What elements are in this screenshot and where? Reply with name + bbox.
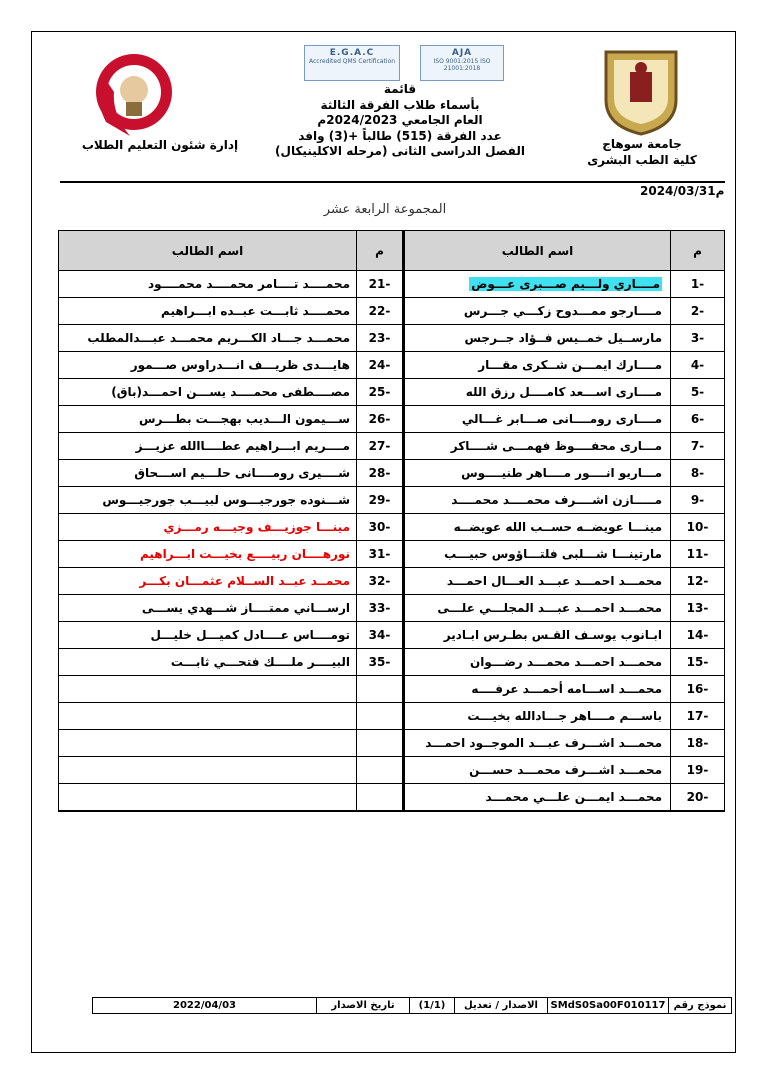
student-number-text: 20-: [686, 790, 709, 804]
student-name-text: محمـــد جـــاد الكـــريم محمـــد عبـــدالمطلب: [87, 331, 350, 345]
student-number-text: 5-: [690, 385, 705, 399]
university-name: [582, 136, 702, 168]
student-name: [404, 379, 670, 406]
student-number: [670, 595, 724, 622]
table-row: [59, 325, 724, 352]
admin-department: إدارة شئون التعليم الطلاب: [81, 138, 239, 152]
faculty-title: كلية الطب البشرى: [587, 153, 697, 167]
student-name: [59, 568, 356, 595]
student-name: [404, 757, 670, 784]
student-name: [404, 784, 670, 811]
student-name-text: محمـــد اشـــرف عبـــد الموجــود احمـــد: [425, 736, 662, 750]
student-number-text: 3-: [690, 331, 705, 345]
table-row: [59, 622, 724, 649]
student-count: عدد الفرقة (515) طالباً +(3) وافد: [298, 128, 502, 143]
table-row: [59, 487, 724, 514]
student-number-text: 25-: [368, 385, 391, 399]
student-name-text: مـــارى محفــــوظ فهمـــى شــــاكر: [450, 439, 662, 453]
student-number-text: 13-: [686, 601, 709, 615]
egac-accreditation-logo: E.G.A.C Accredited QMS Certification: [304, 45, 400, 81]
student-number-text: 9-: [690, 493, 705, 507]
student-number: [356, 514, 402, 541]
student-number: [356, 298, 402, 325]
student-name-text: محمـــد احمـــد عبـــد المجلـــي علـــى: [437, 601, 662, 615]
student-name-text: محمــــد تــــامر محمــــد محمــــود: [148, 277, 350, 291]
empty-cell: [59, 703, 356, 730]
student-number: [670, 460, 724, 487]
student-name: [59, 433, 356, 460]
student-number-text: 31-: [368, 547, 391, 561]
student-name-text: مارتينـــا شـــلبى فلتـــاؤوس حبيـــب: [444, 547, 662, 561]
student-name-text: محمـــد احمـــد عبـــد العـــال احمـــد: [446, 574, 662, 588]
student-name: [59, 649, 356, 676]
student-number-text: 28-: [368, 466, 391, 480]
header-name-left: اسم الطالب: [59, 231, 356, 271]
student-name-text: باســـم مــــاهر جـــادالله بخيـــت: [467, 709, 662, 723]
table-row: [59, 514, 724, 541]
student-number: [670, 703, 724, 730]
student-name-text: مــــارجو ممـــدوح زكـــي جـــرس: [463, 304, 662, 318]
document-heading: [260, 82, 540, 160]
table-row: [59, 595, 724, 622]
student-number-text: 23-: [368, 331, 391, 345]
student-number: [670, 325, 724, 352]
student-number-text: 27-: [368, 439, 391, 453]
student-number: [670, 568, 724, 595]
student-name: [404, 676, 670, 703]
faculty-logo: [72, 44, 184, 144]
student-number-text: 11-: [686, 547, 709, 561]
student-number-text: 32-: [368, 574, 391, 588]
student-number: [670, 271, 724, 298]
empty-cell: [356, 730, 402, 757]
student-name: [404, 703, 670, 730]
student-number-text: 12-: [686, 574, 709, 588]
student-number: [670, 730, 724, 757]
semester: الفصل الدراسى الثانى (مرحله الاكلينيكال): [275, 144, 525, 158]
header-divider: [60, 181, 725, 183]
student-name: [404, 514, 670, 541]
student-name: [404, 541, 670, 568]
form-footer: [92, 997, 732, 1014]
table-row: [59, 568, 724, 595]
student-number-text: 15-: [686, 655, 709, 669]
issue-label: الاصدار / تعديل: [454, 998, 547, 1013]
student-name: [404, 406, 670, 433]
student-name-text: مــــارك ايمـــن شــكرى مقـــار: [478, 358, 662, 372]
student-number-text: 14-: [686, 628, 709, 642]
student-number: [356, 595, 402, 622]
table-row: [59, 676, 724, 703]
empty-cell: [59, 730, 356, 757]
student-number-text: 1-: [690, 277, 705, 291]
student-number: [356, 379, 402, 406]
student-name-text: تومــــاس عــــادل كميـــل خليـــل: [150, 628, 350, 642]
table-row: [59, 541, 724, 568]
student-number-text: 17-: [686, 709, 709, 723]
document-date: 2024/03/31م: [640, 184, 725, 198]
list-subtitle: بأسماء طلاب الفرقة الثالثة: [320, 97, 480, 112]
form-number-label: نموذج رقم: [668, 998, 731, 1013]
issue-value: (1/1): [409, 998, 454, 1013]
student-name-text: البيــــر ملــــك فتحـــي ثابـــت: [170, 655, 350, 669]
student-number-text: 24-: [368, 358, 391, 372]
table-row: [59, 730, 724, 757]
student-name-text: ابـانوب يوسـف القـس بطـرس ابـادير: [443, 628, 662, 642]
academic-year: العام الجامعي 2024/2023م: [317, 113, 483, 127]
empty-cell: [356, 757, 402, 784]
student-number-text: 29-: [368, 493, 391, 507]
student-number-text: 6-: [690, 412, 705, 426]
student-name: [59, 406, 356, 433]
student-name: [404, 649, 670, 676]
student-number: [356, 406, 402, 433]
student-number: [356, 460, 402, 487]
empty-cell: [59, 676, 356, 703]
student-name: [404, 460, 670, 487]
empty-cell: [356, 784, 402, 811]
table-row: [59, 433, 724, 460]
student-number: [670, 676, 724, 703]
student-name: [404, 271, 670, 298]
student-name-text: مــــارى اســـعد كامــــل رزق الله: [465, 385, 662, 399]
form-number: SMdS0Sa00F010117: [547, 998, 668, 1013]
student-name: [404, 568, 670, 595]
university-logo: [600, 44, 682, 136]
header-name-right: اسم الطالب: [404, 231, 670, 271]
student-number: [670, 298, 724, 325]
student-number-text: 19-: [686, 763, 709, 777]
table-row: [59, 271, 724, 298]
student-number-text: 10-: [686, 520, 709, 534]
issue-date: 2022/04/03: [173, 1000, 236, 1011]
student-number-text: 16-: [686, 682, 709, 696]
university-title: جامعة سوهاج: [602, 137, 682, 151]
student-name: [59, 541, 356, 568]
student-number: [356, 352, 402, 379]
student-number: [356, 325, 402, 352]
student-name: [404, 622, 670, 649]
student-number: [356, 541, 402, 568]
student-name: [59, 622, 356, 649]
student-name-text: هايـــدى ظريـــف انـــدراوس صـــمور: [130, 358, 350, 372]
student-number: [356, 433, 402, 460]
student-name-text: ارســـاني ممتــــاز شـــهدي يســـى: [141, 601, 350, 615]
student-name-text: مــــاري ولـــيم صـــبرى عـــوض: [471, 277, 660, 291]
student-name-text: ســـيمون الـــديب بهجـــت بطـــرس: [138, 412, 350, 426]
student-name-text: مينـــا عويضــه حســب الله عويضــه: [453, 520, 662, 534]
student-name-text: مصــــطفى محمــــد يســـن احمـــد(باق): [111, 385, 350, 399]
student-name: [404, 298, 670, 325]
student-name-text: مينـــا جوزيـــف وجيـــه رمـــزي: [163, 520, 350, 534]
student-number-text: 21-: [368, 277, 391, 291]
student-name-text: محمــد عبــد الســلام عثمـــان بكـــر: [139, 574, 350, 588]
student-name: [404, 433, 670, 460]
student-name-text: شــــيرى رومــــانى حلـــيم اســـحاق: [134, 466, 350, 480]
student-number: [670, 784, 724, 811]
header-number-left: م: [356, 231, 402, 271]
student-number-text: 34-: [368, 628, 391, 642]
student-name: [59, 595, 356, 622]
table-row: [59, 298, 724, 325]
student-name-text: محمـــد اشـــرف محمـــد حســـن: [469, 763, 662, 777]
empty-cell: [356, 676, 402, 703]
table-row: [59, 460, 724, 487]
student-number-text: 33-: [368, 601, 391, 615]
student-number-text: 2-: [690, 304, 705, 318]
group-title: المجموعة الرابعة عشر: [323, 202, 447, 217]
student-name: [59, 352, 356, 379]
empty-cell: [356, 703, 402, 730]
student-number-text: 7-: [690, 439, 705, 453]
table-row: [59, 379, 724, 406]
table-row: [59, 352, 724, 379]
student-name-text: مـــاريو انــــور مــــاهر طنيــــوس: [461, 466, 662, 480]
student-number-text: 4-: [690, 358, 705, 372]
student-number: [670, 379, 724, 406]
student-number: [670, 352, 724, 379]
students-table: [58, 230, 725, 812]
student-name: [59, 271, 356, 298]
table-row: [59, 757, 724, 784]
student-name-text: محمـــد اســـامه أحمـــد عرفــــه: [471, 682, 662, 696]
table-body: [59, 271, 724, 811]
student-number: [356, 622, 402, 649]
issue-date-label: تاريخ الاصدار: [316, 998, 409, 1013]
student-name: [404, 730, 670, 757]
student-name-text: مــــارى رومــــانى صـــابر غـــالي: [461, 412, 662, 426]
student-name-text: مــــريم ابـــراهيم عطــــاالله عزيـــز: [135, 439, 350, 453]
student-name: [59, 379, 356, 406]
student-name: [404, 487, 670, 514]
student-number: [356, 649, 402, 676]
table-row: [59, 784, 724, 811]
student-name: [59, 460, 356, 487]
student-number-text: 22-: [368, 304, 391, 318]
student-name: [404, 595, 670, 622]
student-name-text: نورهــــان ربيــــع بخيـــت ابـــراهيم: [139, 547, 350, 561]
student-number: [670, 541, 724, 568]
student-name-text: محمـــد ايمـــن علـــي محمـــد: [485, 790, 662, 804]
student-number: [670, 406, 724, 433]
table-header: [59, 231, 724, 271]
student-number-text: 8-: [690, 466, 705, 480]
empty-cell: [59, 757, 356, 784]
table-row: [59, 406, 724, 433]
student-number-text: 26-: [368, 412, 391, 426]
student-name: [59, 298, 356, 325]
student-number: [670, 487, 724, 514]
student-number-text: 30-: [368, 520, 391, 534]
student-name-text: مـــــازن اشــــرف محمــــد محمــــد: [451, 493, 662, 507]
table-row: [59, 649, 724, 676]
student-name: [59, 325, 356, 352]
student-number-text: 35-: [368, 655, 391, 669]
student-number: [356, 487, 402, 514]
student-name-text: شـــنوده جورجيـــوس لبيـــب جورجيـــوس: [102, 493, 350, 507]
student-name-text: محمـــد احمـــد محمـــد رضـــوان: [470, 655, 662, 669]
list-title: قائمة: [383, 82, 417, 96]
table-row: [59, 703, 724, 730]
student-name: [59, 487, 356, 514]
student-name-text: محمــــد ثابـــت عبــده ابـــراهيم: [161, 304, 350, 318]
student-number: [356, 568, 402, 595]
header-number-right: م: [670, 231, 724, 271]
student-number: [670, 433, 724, 460]
student-name: [59, 514, 356, 541]
student-number: [670, 622, 724, 649]
student-name: [404, 352, 670, 379]
student-number: [670, 514, 724, 541]
student-name-text: مارســيل خمــيس فــؤاد جــرجس: [464, 331, 662, 345]
student-number-text: 18-: [686, 736, 709, 750]
iso-certification-logo: AJA ISO 9001:2015 ISO 21001:2018: [420, 45, 504, 81]
student-number: [670, 649, 724, 676]
student-number: [670, 757, 724, 784]
student-name: [404, 325, 670, 352]
empty-cell: [59, 784, 356, 811]
student-number: [356, 271, 402, 298]
